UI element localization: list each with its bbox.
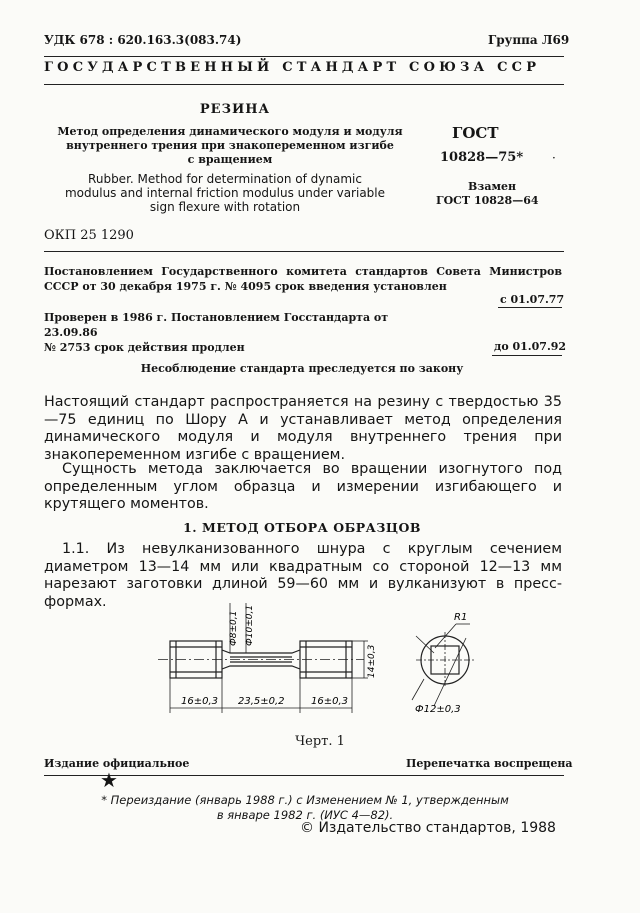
official-edition-label: Издание официальное: [44, 757, 190, 770]
dim-right-length: 16±0,3: [311, 696, 349, 707]
replaces-gost: ГОСТ 10828—64: [436, 194, 539, 207]
check-line: № 2753 срок действия продлен: [44, 341, 245, 354]
paragraph-essence: Сущность метода заключается во вращении изогнутого под определенным углом образца и измерении изгибающего и крутящего моментов.: [44, 461, 562, 512]
decree-text: Постановлением Государственного комитета стандартов Совета Министров СССР от 30 декабря 1975 г. № 4095 срок введения установлен: [44, 265, 562, 293]
dim-middle-length: 23,5±0,2: [238, 696, 285, 707]
legal-warning: Несоблюдение стандарта преследуется по закону: [140, 362, 464, 375]
margin-dot: ·: [552, 151, 556, 165]
reprint-notice: Перепечатка воспрещена: [406, 757, 573, 770]
copyright: © Издательство стандартов, 1988: [300, 820, 556, 836]
reissue-line: * Переиздание (январь 1988 г.) с Изменением № 1, утвержденным: [101, 793, 509, 807]
dim-radius: R1: [454, 612, 468, 623]
specimen-drawing: [150, 598, 480, 728]
divider: [44, 775, 564, 776]
divider: [44, 251, 564, 252]
gost-number: 10828—75*: [440, 150, 524, 165]
replaces-label: Взамен: [468, 180, 517, 193]
dim-diameter-8: Ф8±0,1: [229, 610, 239, 646]
check-text: [44, 310, 444, 355]
expiry-date: до 01.07.92: [494, 340, 567, 353]
subtitle-ru-line: с вращением: [187, 153, 273, 166]
subtitle-en-line: Rubber. Method for determination of dynamic: [88, 172, 362, 186]
divider: [44, 84, 564, 85]
gost-label: ГОСТ: [452, 124, 499, 142]
subtitle-ru-line: внутреннего трения при знакопеременном изгибе: [66, 139, 394, 152]
date-underline: [498, 307, 562, 308]
paragraph-sampling: 1.1. Из невулканизованного шнура с круглым сечением диаметром 13—14 мм или квадратным со стороной 12—13 мм нарезают заготовки длиной 59—60 мм и вулканизуют в пресс-формах.: [44, 541, 562, 610]
dim-height: 14±0,3: [367, 644, 377, 678]
dim-diameter-12: Ф12±0,3: [415, 704, 461, 715]
group-code: Группа Л69: [488, 33, 570, 47]
effective-date: с 01.07.77: [500, 293, 565, 306]
document-title: РЕЗИНА: [199, 102, 271, 117]
star-icon: ★: [100, 768, 118, 792]
section-title: 1. МЕТОД ОТБОРА ОБРАЗЦОВ: [183, 520, 421, 535]
state-standard-heading: ГОСУДАРСТВЕННЫЙ СТАНДАРТ СОЮЗА ССР: [44, 60, 541, 75]
figure-caption: Черт. 1: [295, 734, 345, 749]
reissue-note: [80, 793, 530, 823]
dim-diameter-10: Ф10±0,1: [245, 604, 255, 646]
okp-code: ОКП 25 1290: [44, 228, 134, 243]
paragraph-scope: Настоящий стандарт распространяется на резину с твердостью 35—75 единиц по Шору А и устанавливает метод определения динамического модуля и модуля внутреннего трения при знакопеременном изгибе с вращением.: [44, 394, 562, 463]
subtitle-ru: [50, 125, 410, 167]
subtitle-ru-line: Метод определения динамического модуля и модуля: [57, 125, 403, 138]
dim-left-length: 16±0,3: [181, 696, 219, 707]
divider: [44, 56, 564, 57]
subtitle-en-line: modulus and internal friction modulus under variable: [64, 186, 386, 200]
reissue-line: в январе 1982 г. (ИУС 4—82).: [216, 808, 394, 822]
date-underline: [492, 355, 562, 356]
subtitle-en-line: sign flexure with rotation: [149, 200, 301, 214]
subtitle-en: [50, 172, 400, 214]
udk-code: УДК 678 : 620.163.3(083.74): [44, 33, 242, 47]
check-line: Проверен в 1986 г. Постановлением Госстандарта от 23.09.86: [44, 311, 389, 339]
